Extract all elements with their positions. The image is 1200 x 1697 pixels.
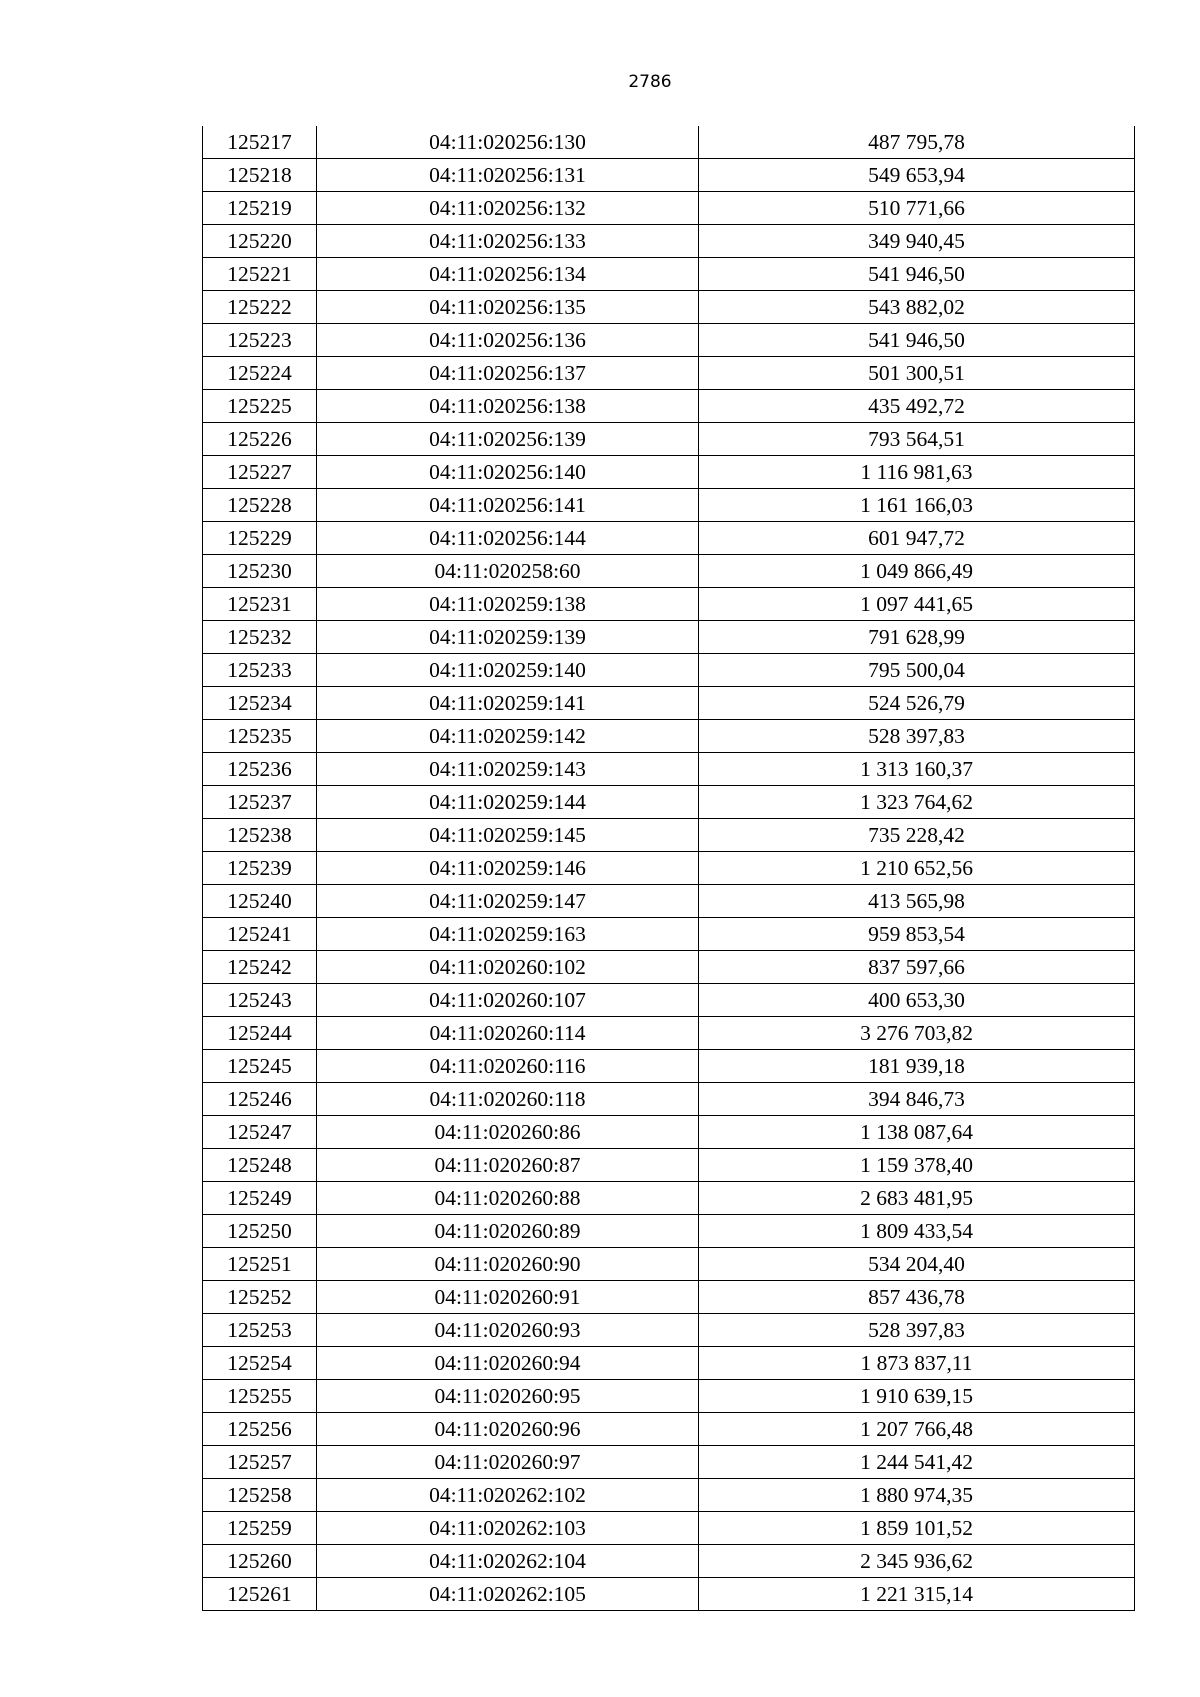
cadastral-value-cell: 528 397,83 xyxy=(699,1314,1135,1347)
table-row xyxy=(203,126,1135,159)
cadastral-number-cell: 04:11:020260:89 xyxy=(317,1215,699,1248)
cadastral-number-cell: 04:11:020256:138 xyxy=(317,390,699,423)
row-number-cell: 125219 xyxy=(203,192,317,225)
row-number-cell: 125218 xyxy=(203,159,317,192)
row-number-cell: 125246 xyxy=(203,1083,317,1116)
cadastral-value-cell: 793 564,51 xyxy=(699,423,1135,456)
row-number-cell: 125233 xyxy=(203,654,317,687)
table-row xyxy=(203,522,1135,555)
cadastral-number-cell: 04:11:020259:146 xyxy=(317,852,699,885)
cadastral-value-cell: 2 345 936,62 xyxy=(699,1545,1135,1578)
cadastral-number-cell: 04:11:020262:104 xyxy=(317,1545,699,1578)
table-row xyxy=(203,720,1135,753)
cadastral-number-cell: 04:11:020260:86 xyxy=(317,1116,699,1149)
cadastral-number-cell: 04:11:020256:130 xyxy=(317,126,699,159)
cadastral-value-cell: 1 873 837,11 xyxy=(699,1347,1135,1380)
table-row xyxy=(203,951,1135,984)
cadastral-number-cell: 04:11:020259:144 xyxy=(317,786,699,819)
row-number-cell: 125224 xyxy=(203,357,317,390)
row-number-cell: 125244 xyxy=(203,1017,317,1050)
row-number-cell: 125260 xyxy=(203,1545,317,1578)
row-number-cell: 125235 xyxy=(203,720,317,753)
cadastral-number-cell: 04:11:020260:88 xyxy=(317,1182,699,1215)
cadastral-value-cell: 857 436,78 xyxy=(699,1281,1135,1314)
row-number-cell: 125252 xyxy=(203,1281,317,1314)
row-number-cell: 125242 xyxy=(203,951,317,984)
cadastral-value-cell: 1 049 866,49 xyxy=(699,555,1135,588)
cadastral-value-cell: 601 947,72 xyxy=(699,522,1135,555)
cadastral-value-cell: 959 853,54 xyxy=(699,918,1135,951)
row-number-cell: 125236 xyxy=(203,753,317,786)
cadastral-number-cell: 04:11:020260:91 xyxy=(317,1281,699,1314)
row-number-cell: 125255 xyxy=(203,1380,317,1413)
cadastral-value-cell: 1 116 981,63 xyxy=(699,456,1135,489)
cadastral-number-cell: 04:11:020259:141 xyxy=(317,687,699,720)
row-number-cell: 125230 xyxy=(203,555,317,588)
cadastral-value-cell: 543 882,02 xyxy=(699,291,1135,324)
table-row xyxy=(203,885,1135,918)
row-number-cell: 125245 xyxy=(203,1050,317,1083)
cadastral-number-cell: 04:11:020260:116 xyxy=(317,1050,699,1083)
cadastral-value-cell: 1 210 652,56 xyxy=(699,852,1135,885)
cadastral-number-cell: 04:11:020256:134 xyxy=(317,258,699,291)
cadastral-number-cell: 04:11:020260:90 xyxy=(317,1248,699,1281)
cadastral-number-cell: 04:11:020259:142 xyxy=(317,720,699,753)
cadastral-number-cell: 04:11:020259:145 xyxy=(317,819,699,852)
table-row xyxy=(203,588,1135,621)
table-row xyxy=(203,390,1135,423)
row-number-cell: 125238 xyxy=(203,819,317,852)
cadastral-value-cell: 528 397,83 xyxy=(699,720,1135,753)
table-row xyxy=(203,753,1135,786)
table-row xyxy=(203,192,1135,225)
cadastral-number-cell: 04:11:020262:105 xyxy=(317,1578,699,1611)
cadastral-number-cell: 04:11:020260:107 xyxy=(317,984,699,1017)
cadastral-value-cell: 1 910 639,15 xyxy=(699,1380,1135,1413)
table-row xyxy=(203,1380,1135,1413)
table-row xyxy=(203,1512,1135,1545)
cadastral-value-cell: 541 946,50 xyxy=(699,324,1135,357)
cadastral-value-cell: 1 207 766,48 xyxy=(699,1413,1135,1446)
cadastral-number-cell: 04:11:020256:136 xyxy=(317,324,699,357)
row-number-cell: 125240 xyxy=(203,885,317,918)
table-row xyxy=(203,1413,1135,1446)
row-number-cell: 125237 xyxy=(203,786,317,819)
cadastral-value-cell: 349 940,45 xyxy=(699,225,1135,258)
row-number-cell: 125248 xyxy=(203,1149,317,1182)
row-number-cell: 125250 xyxy=(203,1215,317,1248)
table-row xyxy=(203,258,1135,291)
cadastral-number-cell: 04:11:020259:140 xyxy=(317,654,699,687)
cadastral-value-cell: 735 228,42 xyxy=(699,819,1135,852)
table-row xyxy=(203,489,1135,522)
cadastral-value-cell: 435 492,72 xyxy=(699,390,1135,423)
row-number-cell: 125256 xyxy=(203,1413,317,1446)
cadastral-number-cell: 04:11:020260:93 xyxy=(317,1314,699,1347)
cadastral-value-cell: 534 204,40 xyxy=(699,1248,1135,1281)
cadastral-value-cell: 1 880 974,35 xyxy=(699,1479,1135,1512)
row-number-cell: 125254 xyxy=(203,1347,317,1380)
row-number-cell: 125239 xyxy=(203,852,317,885)
cadastral-value-cell: 1 097 441,65 xyxy=(699,588,1135,621)
row-number-cell: 125253 xyxy=(203,1314,317,1347)
table-row xyxy=(203,984,1135,1017)
cadastral-number-cell: 04:11:020262:103 xyxy=(317,1512,699,1545)
cadastral-value-cell: 487 795,78 xyxy=(699,126,1135,159)
cadastral-value-table xyxy=(202,126,1135,1611)
cadastral-number-cell: 04:11:020256:131 xyxy=(317,159,699,192)
cadastral-number-cell: 04:11:020256:140 xyxy=(317,456,699,489)
cadastral-value-cell: 400 653,30 xyxy=(699,984,1135,1017)
row-number-cell: 125228 xyxy=(203,489,317,522)
table-row xyxy=(203,1446,1135,1479)
table-row xyxy=(203,1578,1135,1611)
row-number-cell: 125223 xyxy=(203,324,317,357)
cadastral-value-cell: 1 221 315,14 xyxy=(699,1578,1135,1611)
page-number: 2786 xyxy=(628,72,672,92)
cadastral-value-cell: 413 565,98 xyxy=(699,885,1135,918)
cadastral-number-cell: 04:11:020259:139 xyxy=(317,621,699,654)
cadastral-value-cell: 837 597,66 xyxy=(699,951,1135,984)
row-number-cell: 125220 xyxy=(203,225,317,258)
row-number-cell: 125247 xyxy=(203,1116,317,1149)
row-number-cell: 125234 xyxy=(203,687,317,720)
cadastral-value-cell: 1 244 541,42 xyxy=(699,1446,1135,1479)
cadastral-number-cell: 04:11:020259:143 xyxy=(317,753,699,786)
table-row xyxy=(203,1149,1135,1182)
table-row xyxy=(203,1281,1135,1314)
cadastral-value-cell: 1 313 160,37 xyxy=(699,753,1135,786)
cadastral-number-cell: 04:11:020260:102 xyxy=(317,951,699,984)
table-row xyxy=(203,324,1135,357)
table-row xyxy=(203,357,1135,390)
cadastral-number-cell: 04:11:020259:138 xyxy=(317,588,699,621)
table-row xyxy=(203,819,1135,852)
cadastral-number-cell: 04:11:020256:139 xyxy=(317,423,699,456)
cadastral-number-cell: 04:11:020260:94 xyxy=(317,1347,699,1380)
table-row xyxy=(203,456,1135,489)
cadastral-number-cell: 04:11:020260:96 xyxy=(317,1413,699,1446)
cadastral-number-cell: 04:11:020256:135 xyxy=(317,291,699,324)
table-row xyxy=(203,291,1135,324)
table-row xyxy=(203,423,1135,456)
cadastral-number-cell: 04:11:020256:144 xyxy=(317,522,699,555)
row-number-cell: 125249 xyxy=(203,1182,317,1215)
cadastral-number-cell: 04:11:020258:60 xyxy=(317,555,699,588)
table-row xyxy=(203,621,1135,654)
row-number-cell: 125251 xyxy=(203,1248,317,1281)
table-row xyxy=(203,852,1135,885)
table-row xyxy=(203,786,1135,819)
table-row xyxy=(203,1116,1135,1149)
row-number-cell: 125261 xyxy=(203,1578,317,1611)
cadastral-number-cell: 04:11:020260:97 xyxy=(317,1446,699,1479)
cadastral-value-cell: 510 771,66 xyxy=(699,192,1135,225)
table-row xyxy=(203,687,1135,720)
row-number-cell: 125229 xyxy=(203,522,317,555)
cadastral-number-cell: 04:11:020260:87 xyxy=(317,1149,699,1182)
table-row xyxy=(203,1050,1135,1083)
cadastral-value-cell: 2 683 481,95 xyxy=(699,1182,1135,1215)
cadastral-value-cell: 1 161 166,03 xyxy=(699,489,1135,522)
table-row xyxy=(203,1182,1135,1215)
row-number-cell: 125257 xyxy=(203,1446,317,1479)
table-row xyxy=(203,918,1135,951)
table-row xyxy=(203,555,1135,588)
table-row xyxy=(203,1314,1135,1347)
cadastral-value-cell: 791 628,99 xyxy=(699,621,1135,654)
table-row xyxy=(203,1215,1135,1248)
row-number-cell: 125226 xyxy=(203,423,317,456)
row-number-cell: 125241 xyxy=(203,918,317,951)
table-body xyxy=(203,126,1135,1611)
cadastral-value-cell: 181 939,18 xyxy=(699,1050,1135,1083)
cadastral-number-cell: 04:11:020260:118 xyxy=(317,1083,699,1116)
table-row xyxy=(203,1248,1135,1281)
cadastral-value-cell: 1 138 087,64 xyxy=(699,1116,1135,1149)
row-number-cell: 125258 xyxy=(203,1479,317,1512)
table-row xyxy=(203,159,1135,192)
cadastral-number-cell: 04:11:020262:102 xyxy=(317,1479,699,1512)
table-row xyxy=(203,1545,1135,1578)
cadastral-number-cell: 04:11:020260:95 xyxy=(317,1380,699,1413)
cadastral-value-cell: 1 323 764,62 xyxy=(699,786,1135,819)
table-row xyxy=(203,1017,1135,1050)
cadastral-number-cell: 04:11:020260:114 xyxy=(317,1017,699,1050)
cadastral-number-cell: 04:11:020256:141 xyxy=(317,489,699,522)
table-row xyxy=(203,654,1135,687)
cadastral-value-cell: 541 946,50 xyxy=(699,258,1135,291)
table-row xyxy=(203,1347,1135,1380)
row-number-cell: 125243 xyxy=(203,984,317,1017)
cadastral-value-cell: 524 526,79 xyxy=(699,687,1135,720)
row-number-cell: 125221 xyxy=(203,258,317,291)
cadastral-value-cell: 795 500,04 xyxy=(699,654,1135,687)
cadastral-value-cell: 1 159 378,40 xyxy=(699,1149,1135,1182)
cadastral-value-cell: 394 846,73 xyxy=(699,1083,1135,1116)
cadastral-number-cell: 04:11:020259:147 xyxy=(317,885,699,918)
cadastral-number-cell: 04:11:020256:132 xyxy=(317,192,699,225)
cadastral-value-cell: 501 300,51 xyxy=(699,357,1135,390)
cadastral-value-cell: 1 859 101,52 xyxy=(699,1512,1135,1545)
table-row xyxy=(203,1083,1135,1116)
cadastral-number-cell: 04:11:020256:133 xyxy=(317,225,699,258)
row-number-cell: 125222 xyxy=(203,291,317,324)
row-number-cell: 125232 xyxy=(203,621,317,654)
row-number-cell: 125217 xyxy=(203,126,317,159)
cadastral-value-cell: 549 653,94 xyxy=(699,159,1135,192)
cadastral-number-cell: 04:11:020256:137 xyxy=(317,357,699,390)
cadastral-number-cell: 04:11:020259:163 xyxy=(317,918,699,951)
row-number-cell: 125231 xyxy=(203,588,317,621)
row-number-cell: 125259 xyxy=(203,1512,317,1545)
table-row xyxy=(203,1479,1135,1512)
cadastral-value-cell: 1 809 433,54 xyxy=(699,1215,1135,1248)
table-row xyxy=(203,225,1135,258)
row-number-cell: 125227 xyxy=(203,456,317,489)
row-number-cell: 125225 xyxy=(203,390,317,423)
cadastral-value-cell: 3 276 703,82 xyxy=(699,1017,1135,1050)
